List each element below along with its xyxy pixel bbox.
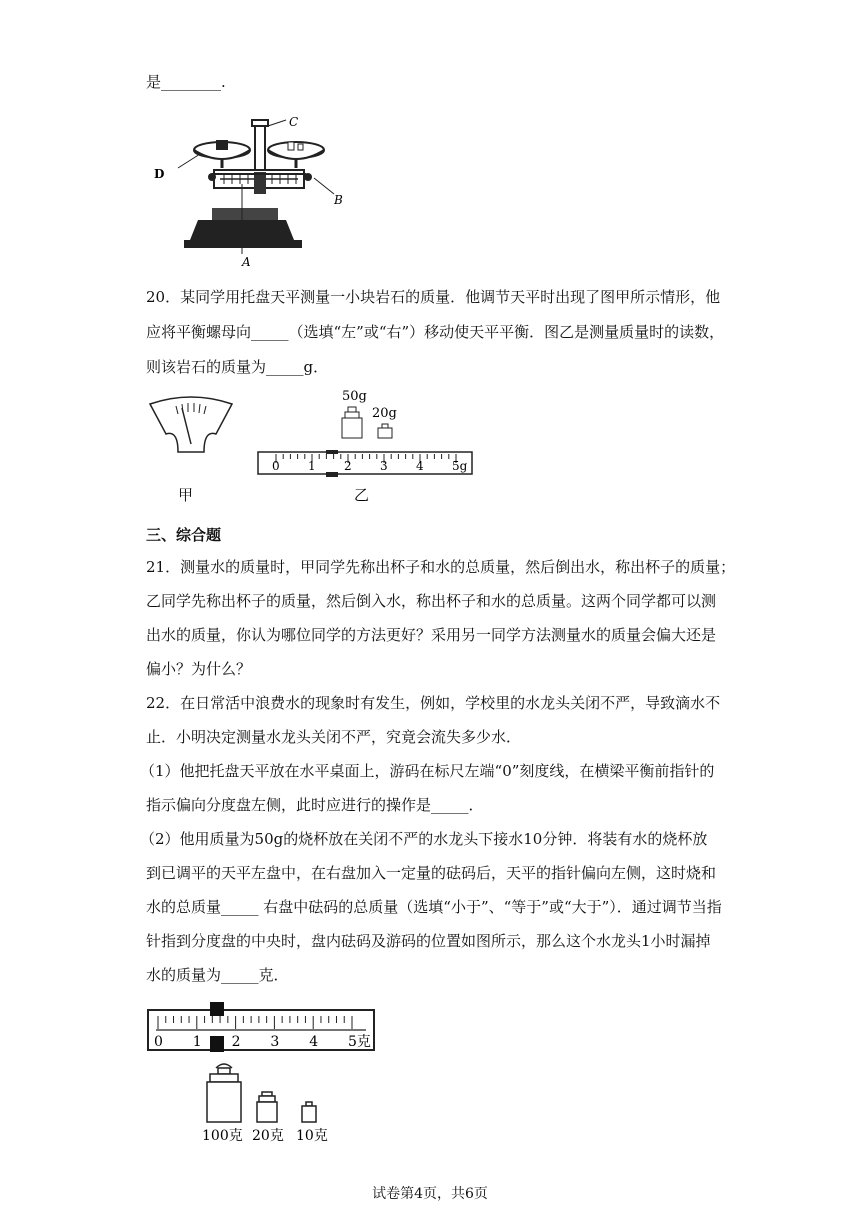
balance-figure — [146, 112, 356, 272]
fig20-tick-label: 5g — [452, 459, 468, 473]
q19-tail: 是________. — [146, 73, 226, 91]
fig20-rider — [326, 450, 338, 454]
q20-line2: 应将平衡螺母向_____（选填“左”或“右”）移动使天平平衡．图乙是测量质量时的读数， — [146, 323, 725, 341]
weight-20g-label-2: 20克 — [252, 1128, 284, 1144]
weight-20g-label: 20g — [372, 406, 397, 421]
fig20-dial — [146, 394, 236, 462]
q22-line2: 止．小明决定测量水龙头关闭不严，究竟会流失多少水． — [146, 728, 522, 746]
fig20-tick-label: 2 — [344, 459, 352, 473]
label-b: B — [334, 193, 343, 207]
q22-line9: 水的质量为_____克． — [146, 966, 289, 984]
fig22-figure — [146, 996, 386, 1146]
label-d: D — [154, 167, 165, 181]
fig20-yi-caption: 乙 — [354, 486, 370, 504]
label-a: A — [242, 255, 251, 269]
page-footer: 试卷第4页，共6页 — [372, 1186, 488, 1202]
fig22-tick-label: 4 — [309, 1034, 319, 1050]
fig20-jia-label: 甲 — [178, 486, 194, 504]
fig20-tick-label: 1 — [308, 459, 316, 473]
q21-line2: 乙同学先称出杯子的质量，然后倒入水，称出杯子和水的总质量。这两个同学都可以测 — [146, 592, 717, 610]
q22-line5: （2）他用质量为50g的烧杯放在关闭不严的水龙头下接水10分钟．将装有水的烧杯放 — [140, 830, 708, 848]
fig22-tick-label: 3 — [270, 1034, 280, 1050]
fig20-ruler-figure — [256, 386, 476, 504]
fig22-tick-label: 5克 — [348, 1034, 371, 1050]
label-c: C — [289, 115, 299, 129]
fig22-tick-label: 1 — [192, 1034, 202, 1050]
q22-line6: 到已调平的天平左盘中，在右盘加入一定量的砝码后，天平的指针偏向左侧，这时烧和 — [146, 864, 717, 882]
q20-line1: 20．某同学用托盘天平测量一小块岩石的质量．他调节天平时出现了图甲所示情形，他 — [146, 288, 721, 306]
fig22-rider-bottom — [210, 1036, 224, 1052]
weight-100g-label: 100克 — [202, 1128, 243, 1144]
fig20-tick-label: 4 — [416, 459, 424, 473]
q21-line3: 出水的质量，你认为哪位同学的方法更好？采用另一同学方法测量水的质量会偏大还是 — [146, 626, 717, 644]
q20-line3: 则该岩石的质量为_____g． — [146, 358, 329, 376]
q22-line7: 水的总质量_____ 右盘中砝码的总质量（选填“小于”、“等于”或“大于”）．通过调节当指 — [146, 898, 722, 916]
fig22-tick-label: 2 — [231, 1034, 241, 1050]
q22-line8: 针指到分度盘的中央时，盘内砝码及游码的位置如图所示，那么这个水龙头1小时漏掉 — [146, 932, 711, 950]
section-heading: 三、综合题 — [146, 526, 222, 544]
fig22-rider-top — [210, 1002, 224, 1016]
q22-line3: （1）他把托盘天平放在水平桌面上，游码在标尺左端“0”刻度线，在横梁平衡前指针的 — [140, 762, 715, 780]
fig20-tick-label: 0 — [272, 459, 280, 473]
fig20-tick-label: 3 — [380, 459, 388, 473]
q22-line4: 指示偏向分度盘左侧，此时应进行的操作是_____． — [146, 796, 484, 814]
weight-50g-label: 50g — [342, 389, 367, 404]
q22-line1: 22．在日常活中浪费水的现象时有发生，例如，学校里的水龙头关闭不严，导致滴水不 — [146, 694, 721, 712]
fig22-tick-label: 0 — [154, 1034, 163, 1050]
q21-line1: 21．测量水的质量时，甲同学先称出杯子和水的总质量，然后倒出水，称出杯子的质量； — [146, 558, 736, 576]
weight-10g-label: 10克 — [296, 1128, 328, 1144]
q21-line4: 偏小？为什么？ — [146, 660, 252, 678]
